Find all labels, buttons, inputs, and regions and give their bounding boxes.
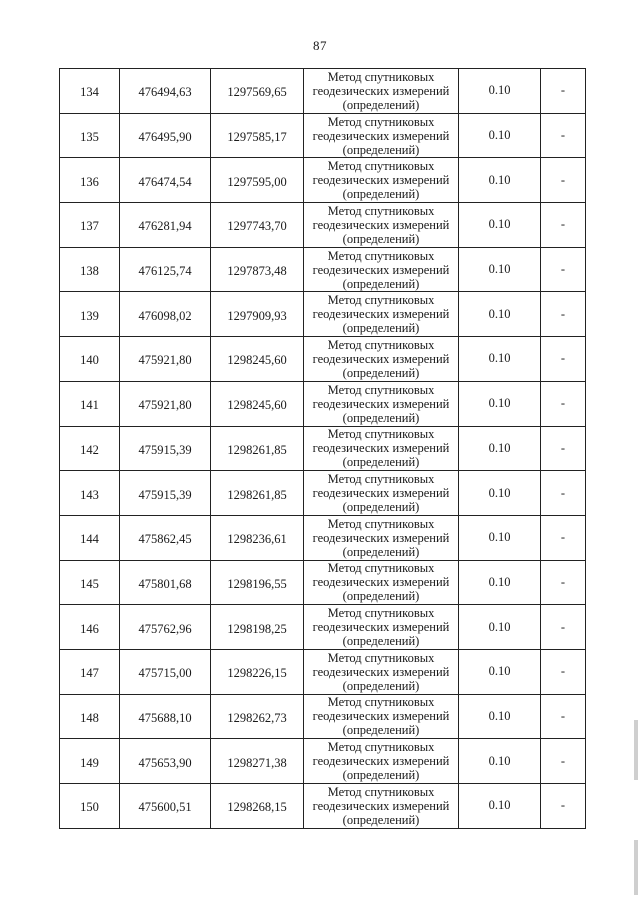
note-cell-text: - <box>560 351 566 366</box>
note-cell-text: - <box>560 619 566 634</box>
x-coordinate-cell-text: 476474,54 <box>138 174 192 189</box>
method-line: геодезических измерений <box>312 396 450 411</box>
x-coordinate-cell-text: 475762,96 <box>138 621 192 636</box>
x-coordinate-cell-text: 475801,68 <box>138 576 192 591</box>
method-line: Метод спутниковых <box>327 427 435 442</box>
table-row <box>60 739 586 784</box>
method-line: (определений) <box>342 365 420 380</box>
y-coordinate-cell-text: 1298245,60 <box>227 398 287 413</box>
x-coordinate-cell <box>120 739 211 784</box>
note-cell <box>541 113 586 158</box>
method-line: Метод спутниковых <box>327 650 435 665</box>
note-cell-text: - <box>560 485 566 500</box>
table-row <box>60 560 586 605</box>
y-coordinate-cell-text: 1298226,15 <box>227 666 287 681</box>
method-line: геодезических измерений <box>312 664 450 679</box>
x-coordinate-cell <box>120 471 211 516</box>
y-coordinate-cell-text: 1298198,25 <box>227 621 287 636</box>
scan-margin-mark <box>634 720 638 780</box>
method-cell <box>304 203 459 248</box>
y-coordinate-cell <box>211 471 304 516</box>
x-coordinate-cell-text: 476495,90 <box>138 130 192 145</box>
point-number-cell <box>60 560 120 605</box>
accuracy-cell <box>459 784 541 829</box>
accuracy-cell-text: 0.10 <box>488 172 511 187</box>
x-coordinate-cell <box>120 292 211 337</box>
method-line: (определений) <box>342 723 420 738</box>
point-number-cell <box>60 247 120 292</box>
note-cell <box>541 292 586 337</box>
method-line: геодезических измерений <box>312 575 450 590</box>
note-cell <box>541 515 586 560</box>
point-number-cell-text: 144 <box>80 532 99 547</box>
note-cell-text: - <box>560 83 566 98</box>
accuracy-cell-text: 0.10 <box>488 217 511 232</box>
method-cell <box>304 515 459 560</box>
x-coordinate-cell <box>120 247 211 292</box>
point-number-cell <box>60 203 120 248</box>
page-number: 87 <box>313 38 327 53</box>
y-coordinate-cell <box>211 515 304 560</box>
table-row <box>60 381 586 426</box>
y-coordinate-cell <box>211 337 304 382</box>
note-cell <box>541 649 586 694</box>
accuracy-cell-text: 0.10 <box>488 619 511 634</box>
accuracy-cell-text: 0.10 <box>488 396 511 411</box>
table-row <box>60 113 586 158</box>
note-cell <box>541 337 586 382</box>
method-line: (определений) <box>342 678 420 693</box>
accuracy-cell <box>459 113 541 158</box>
table-row <box>60 471 586 516</box>
x-coordinate-cell-text: 476281,94 <box>138 219 192 234</box>
point-number-cell <box>60 158 120 203</box>
method-line: Метод спутниковых <box>327 382 435 397</box>
accuracy-cell-text: 0.10 <box>488 128 511 143</box>
method-line: геодезических измерений <box>312 307 450 322</box>
method-line: (определений) <box>342 97 420 112</box>
table-row <box>60 784 586 829</box>
x-coordinate-cell-text: 475688,10 <box>138 710 192 725</box>
note-cell-text: - <box>560 172 566 187</box>
x-coordinate-cell-text: 476125,74 <box>138 264 192 279</box>
x-coordinate-cell <box>120 158 211 203</box>
note-cell <box>541 784 586 829</box>
note-cell-text: - <box>560 708 566 723</box>
accuracy-cell <box>459 471 541 516</box>
note-cell <box>541 203 586 248</box>
method-cell <box>304 426 459 471</box>
method-line: Метод спутниковых <box>327 203 435 218</box>
table-row <box>60 649 586 694</box>
point-number-cell <box>60 69 120 114</box>
point-number-cell-text: 148 <box>80 710 99 725</box>
method-cell <box>304 605 459 650</box>
accuracy-cell-text: 0.10 <box>488 708 511 723</box>
method-line: Метод спутниковых <box>327 159 435 174</box>
method-line: геодезических измерений <box>312 83 450 98</box>
method-line: геодезических измерений <box>312 620 450 635</box>
method-line: Метод спутниковых <box>327 740 435 755</box>
y-coordinate-cell-text: 1297569,65 <box>227 85 287 100</box>
method-line: (определений) <box>342 812 420 827</box>
y-coordinate-cell <box>211 69 304 114</box>
point-number-cell-text: 145 <box>80 576 99 591</box>
method-cell <box>304 649 459 694</box>
y-coordinate-cell-text: 1298236,61 <box>227 532 287 547</box>
y-coordinate-cell <box>211 203 304 248</box>
y-coordinate-cell <box>211 247 304 292</box>
table-row <box>60 203 586 248</box>
point-number-cell-text: 140 <box>80 353 99 368</box>
note-cell <box>541 158 586 203</box>
point-number-cell <box>60 471 120 516</box>
table-row <box>60 694 586 739</box>
method-cell <box>304 739 459 784</box>
method-line: Метод спутниковых <box>327 695 435 710</box>
accuracy-cell <box>459 158 541 203</box>
method-line: (определений) <box>342 142 420 157</box>
table-row <box>60 605 586 650</box>
coordinates-table <box>59 68 586 829</box>
y-coordinate-cell-text: 1297585,17 <box>227 130 287 145</box>
scan-margin-mark <box>634 840 638 895</box>
method-cell <box>304 784 459 829</box>
accuracy-cell <box>459 515 541 560</box>
y-coordinate-cell <box>211 739 304 784</box>
accuracy-cell-text: 0.10 <box>488 83 511 98</box>
accuracy-cell-text: 0.10 <box>488 664 511 679</box>
method-cell <box>304 292 459 337</box>
y-coordinate-cell-text: 1298271,38 <box>227 755 287 770</box>
y-coordinate-cell-text: 1297743,70 <box>227 219 287 234</box>
y-coordinate-cell-text: 1298196,55 <box>227 576 287 591</box>
x-coordinate-cell-text: 475915,39 <box>138 487 192 502</box>
table-row <box>60 69 586 114</box>
note-cell-text: - <box>560 798 566 813</box>
y-coordinate-cell-text: 1297873,48 <box>227 264 287 279</box>
point-number-cell-text: 146 <box>80 621 99 636</box>
y-coordinate-cell-text: 1298261,85 <box>227 442 287 457</box>
x-coordinate-cell <box>120 203 211 248</box>
point-number-cell <box>60 381 120 426</box>
method-line: (определений) <box>342 544 420 559</box>
method-line: (определений) <box>342 455 420 470</box>
accuracy-cell <box>459 337 541 382</box>
accuracy-cell-text: 0.10 <box>488 440 511 455</box>
accuracy-cell-text: 0.10 <box>488 262 511 277</box>
method-line: Метод спутниковых <box>327 561 435 576</box>
point-number-cell-text: 138 <box>80 264 99 279</box>
x-coordinate-cell <box>120 381 211 426</box>
method-line: геодезических измерений <box>312 128 450 143</box>
x-coordinate-cell <box>120 426 211 471</box>
method-line: Метод спутниковых <box>327 293 435 308</box>
accuracy-cell-text: 0.10 <box>488 530 511 545</box>
point-number-cell-text: 150 <box>80 800 99 815</box>
x-coordinate-cell <box>120 605 211 650</box>
point-number-cell <box>60 739 120 784</box>
method-line: (определений) <box>342 634 420 649</box>
method-line: (определений) <box>342 276 420 291</box>
method-line: геодезических измерений <box>312 709 450 724</box>
method-line: Метод спутниковых <box>327 337 435 352</box>
y-coordinate-cell <box>211 113 304 158</box>
method-line: геодезических измерений <box>312 486 450 501</box>
note-cell <box>541 694 586 739</box>
accuracy-cell <box>459 649 541 694</box>
accuracy-cell-text: 0.10 <box>488 798 511 813</box>
y-coordinate-cell-text: 1298262,73 <box>227 710 287 725</box>
point-number-cell <box>60 426 120 471</box>
x-coordinate-cell-text: 475921,80 <box>138 398 192 413</box>
x-coordinate-cell-text: 475653,90 <box>138 755 192 770</box>
accuracy-cell-text: 0.10 <box>488 306 511 321</box>
method-line: Метод спутниковых <box>327 516 435 531</box>
x-coordinate-cell <box>120 784 211 829</box>
point-number-cell-text: 143 <box>80 487 99 502</box>
y-coordinate-cell <box>211 158 304 203</box>
y-coordinate-cell <box>211 649 304 694</box>
method-line: геодезических измерений <box>312 754 450 769</box>
accuracy-cell-text: 0.10 <box>488 574 511 589</box>
method-line: Метод спутниковых <box>327 606 435 621</box>
note-cell-text: - <box>560 664 566 679</box>
note-cell-text: - <box>560 574 566 589</box>
accuracy-cell <box>459 69 541 114</box>
note-cell-text: - <box>560 262 566 277</box>
method-cell <box>304 247 459 292</box>
method-line: Метод спутниковых <box>327 248 435 263</box>
y-coordinate-cell <box>211 784 304 829</box>
note-cell-text: - <box>560 396 566 411</box>
y-coordinate-cell-text: 1297909,93 <box>227 308 287 323</box>
point-number-cell <box>60 649 120 694</box>
x-coordinate-cell <box>120 694 211 739</box>
method-cell <box>304 337 459 382</box>
x-coordinate-cell <box>120 69 211 114</box>
x-coordinate-cell-text: 475915,39 <box>138 442 192 457</box>
method-line: геодезических измерений <box>312 173 450 188</box>
x-coordinate-cell-text: 475715,00 <box>138 666 192 681</box>
point-number-cell <box>60 605 120 650</box>
accuracy-cell <box>459 605 541 650</box>
accuracy-cell-text: 0.10 <box>488 485 511 500</box>
method-cell <box>304 69 459 114</box>
point-number-cell-text: 142 <box>80 442 99 457</box>
point-number-cell <box>60 292 120 337</box>
note-cell <box>541 739 586 784</box>
accuracy-cell <box>459 739 541 784</box>
method-line: (определений) <box>342 768 420 783</box>
x-coordinate-cell-text: 476494,63 <box>138 85 192 100</box>
x-coordinate-cell <box>120 337 211 382</box>
accuracy-cell <box>459 560 541 605</box>
method-line: (определений) <box>342 321 420 336</box>
method-line: геодезических измерений <box>312 262 450 277</box>
method-cell <box>304 694 459 739</box>
point-number-cell <box>60 113 120 158</box>
method-line: геодезических измерений <box>312 530 450 545</box>
x-coordinate-cell <box>120 515 211 560</box>
point-number-cell <box>60 337 120 382</box>
method-line: геодезических измерений <box>312 798 450 813</box>
method-line: (определений) <box>342 500 420 515</box>
point-number-cell-text: 134 <box>80 85 99 100</box>
note-cell <box>541 560 586 605</box>
method-line: Метод спутниковых <box>327 69 435 84</box>
accuracy-cell-text: 0.10 <box>488 753 511 768</box>
point-number-cell <box>60 784 120 829</box>
method-cell <box>304 381 459 426</box>
table-row <box>60 337 586 382</box>
y-coordinate-cell-text: 1298261,85 <box>227 487 287 502</box>
x-coordinate-cell <box>120 113 211 158</box>
table-row <box>60 292 586 337</box>
method-line: Метод спутниковых <box>327 784 435 799</box>
point-number-cell-text: 149 <box>80 755 99 770</box>
method-line: геодезических измерений <box>312 217 450 232</box>
y-coordinate-cell-text: 1297595,00 <box>227 174 287 189</box>
table-row <box>60 426 586 471</box>
x-coordinate-cell-text: 475862,45 <box>138 532 192 547</box>
note-cell-text: - <box>560 128 566 143</box>
note-cell-text: - <box>560 306 566 321</box>
x-coordinate-cell <box>120 560 211 605</box>
point-number-cell-text: 147 <box>80 666 99 681</box>
accuracy-cell <box>459 203 541 248</box>
method-line: (определений) <box>342 410 420 425</box>
table-row <box>60 158 586 203</box>
accuracy-cell-text: 0.10 <box>488 351 511 366</box>
note-cell <box>541 471 586 516</box>
note-cell <box>541 69 586 114</box>
y-coordinate-cell-text: 1298245,60 <box>227 353 287 368</box>
method-line: (определений) <box>342 589 420 604</box>
coordinates-table-body <box>60 69 586 829</box>
y-coordinate-cell <box>211 381 304 426</box>
method-cell <box>304 158 459 203</box>
accuracy-cell <box>459 381 541 426</box>
method-line: Метод спутниковых <box>327 114 435 129</box>
y-coordinate-cell <box>211 426 304 471</box>
method-cell <box>304 471 459 516</box>
point-number-cell-text: 139 <box>80 308 99 323</box>
x-coordinate-cell <box>120 649 211 694</box>
table-row <box>60 515 586 560</box>
note-cell-text: - <box>560 217 566 232</box>
method-line: Метод спутниковых <box>327 472 435 487</box>
method-cell <box>304 113 459 158</box>
note-cell-text: - <box>560 530 566 545</box>
accuracy-cell <box>459 426 541 471</box>
method-line: геодезических измерений <box>312 441 450 456</box>
y-coordinate-cell <box>211 694 304 739</box>
accuracy-cell <box>459 694 541 739</box>
table-row <box>60 247 586 292</box>
point-number-cell-text: 137 <box>80 219 99 234</box>
accuracy-cell <box>459 247 541 292</box>
y-coordinate-cell <box>211 605 304 650</box>
x-coordinate-cell-text: 475921,80 <box>138 353 192 368</box>
method-line: (определений) <box>342 187 420 202</box>
accuracy-cell <box>459 292 541 337</box>
note-cell <box>541 247 586 292</box>
note-cell <box>541 426 586 471</box>
method-line: геодезических измерений <box>312 351 450 366</box>
x-coordinate-cell-text: 475600,51 <box>138 800 192 815</box>
point-number-cell <box>60 515 120 560</box>
note-cell-text: - <box>560 753 566 768</box>
note-cell <box>541 605 586 650</box>
point-number-cell <box>60 694 120 739</box>
point-number-cell-text: 136 <box>80 174 99 189</box>
point-number-cell-text: 135 <box>80 130 99 145</box>
note-cell <box>541 381 586 426</box>
point-number-cell-text: 141 <box>80 398 99 413</box>
method-cell <box>304 560 459 605</box>
y-coordinate-cell-text: 1298268,15 <box>227 800 287 815</box>
y-coordinate-cell <box>211 560 304 605</box>
y-coordinate-cell <box>211 292 304 337</box>
method-line: (определений) <box>342 231 420 246</box>
x-coordinate-cell-text: 476098,02 <box>138 308 192 323</box>
note-cell-text: - <box>560 440 566 455</box>
